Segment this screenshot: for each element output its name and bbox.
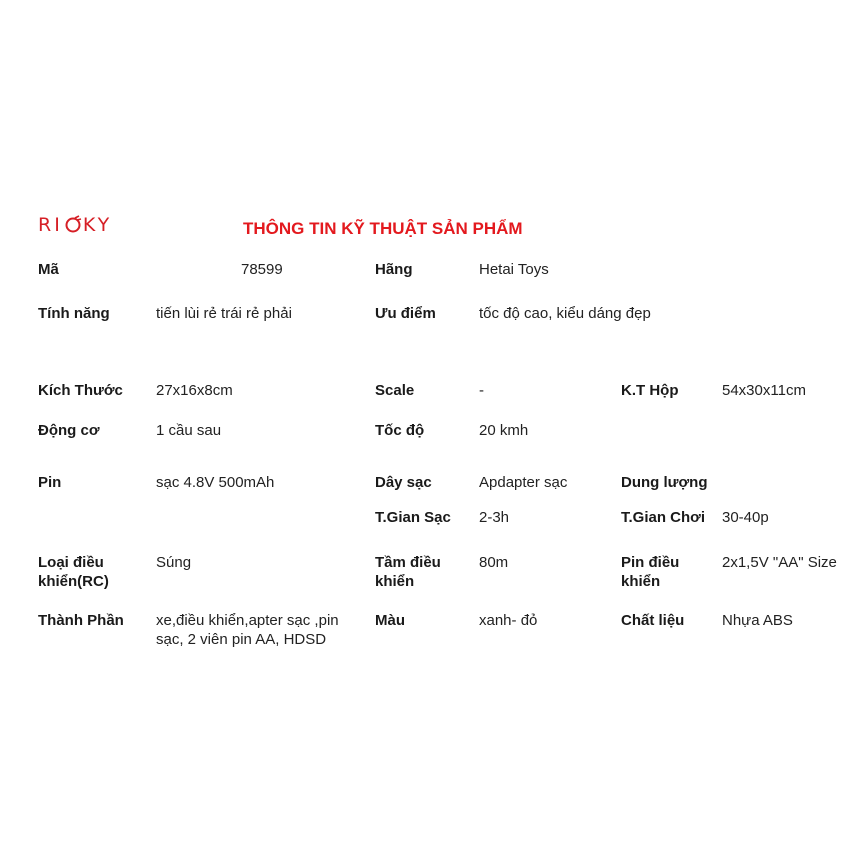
spec-label-chat-lieu: Chất liệu: [621, 612, 685, 629]
spec-label-kt-hop: K.T Hộp: [621, 382, 679, 399]
spec-label-loai-dk: Loại điều khiển(RC): [38, 554, 109, 590]
spec-label-day-sac: Dây sạc: [375, 474, 432, 491]
spec-label-tg-choi: T.Gian Chơi: [621, 509, 706, 526]
spec-value-kich-thuoc: 27x16x8cm: [156, 382, 233, 399]
spec-label-pin-dk: Pin điều khiển: [621, 554, 680, 590]
spec-value-uu-diem: tốc độ cao, kiểu dáng đẹp: [479, 305, 651, 322]
spec-label-kich-thuoc: Kích Thước: [38, 382, 123, 399]
spec-label-hang: Hãng: [375, 261, 413, 278]
spec-label-dung-luong: Dung lượng: [621, 474, 708, 491]
spec-label-thanh-phan: Thành Phần: [38, 612, 124, 629]
spec-value-hang: Hetai Toys: [479, 261, 549, 278]
spec-label-scale: Scale: [375, 382, 415, 399]
spec-value-tinh-nang: tiến lùi rẻ trái rẻ phải: [156, 305, 292, 322]
spec-value-pin-dk: 2x1,5V "AA" Size: [722, 554, 837, 571]
spec-value-day-sac: Apdapter sạc: [479, 474, 568, 491]
spec-value-thanh-phan: xe,điều khiển,apter sạc ,pin sạc, 2 viên pin AA, HDSD: [156, 612, 339, 648]
spec-value-loai-dk: Súng: [156, 554, 192, 571]
logo-text-start: RI: [38, 214, 63, 236]
spec-value-scale: -: [479, 382, 484, 399]
spec-value-toc-do: 20 kmh: [479, 422, 529, 439]
page-title: THÔNG TIN KỸ THUẬT SẢN PHẨM: [243, 219, 523, 238]
spec-label-pin: Pin: [38, 474, 62, 491]
spec-value-pin: sạc 4.8V 500mAh: [156, 474, 275, 491]
logo-mark-icon: [64, 215, 82, 233]
spec-label-mau: Màu: [375, 612, 405, 629]
logo-text-end: KY: [82, 214, 113, 236]
spec-value-tg-choi: 30-40p: [722, 509, 769, 526]
spec-label-ma: Mã: [38, 261, 59, 278]
spec-value-chat-lieu: Nhựa ABS: [722, 612, 793, 629]
spec-label-uu-diem: Ưu điểm: [375, 305, 436, 322]
spec-value-kt-hop: 54x30x11cm: [722, 382, 806, 399]
spec-label-tg-sac: T.Gian Sạc: [375, 509, 451, 526]
spec-value-mau: xanh- đỏ: [479, 612, 538, 629]
brand-logo: [38, 214, 112, 236]
spec-label-tam-dk: Tầm điều khiển: [375, 554, 441, 590]
spec-value-tg-sac: 2-3h: [479, 509, 510, 526]
spec-label-tinh-nang: Tính năng: [38, 305, 110, 322]
spec-label-dong-co: Động cơ: [38, 422, 100, 439]
spec-value-tam-dk: 80m: [479, 554, 509, 571]
spec-value-dong-co: 1 cầu sau: [156, 422, 222, 439]
spec-value-ma: 78599: [241, 261, 283, 278]
spec-label-toc-do: Tốc độ: [375, 422, 425, 439]
